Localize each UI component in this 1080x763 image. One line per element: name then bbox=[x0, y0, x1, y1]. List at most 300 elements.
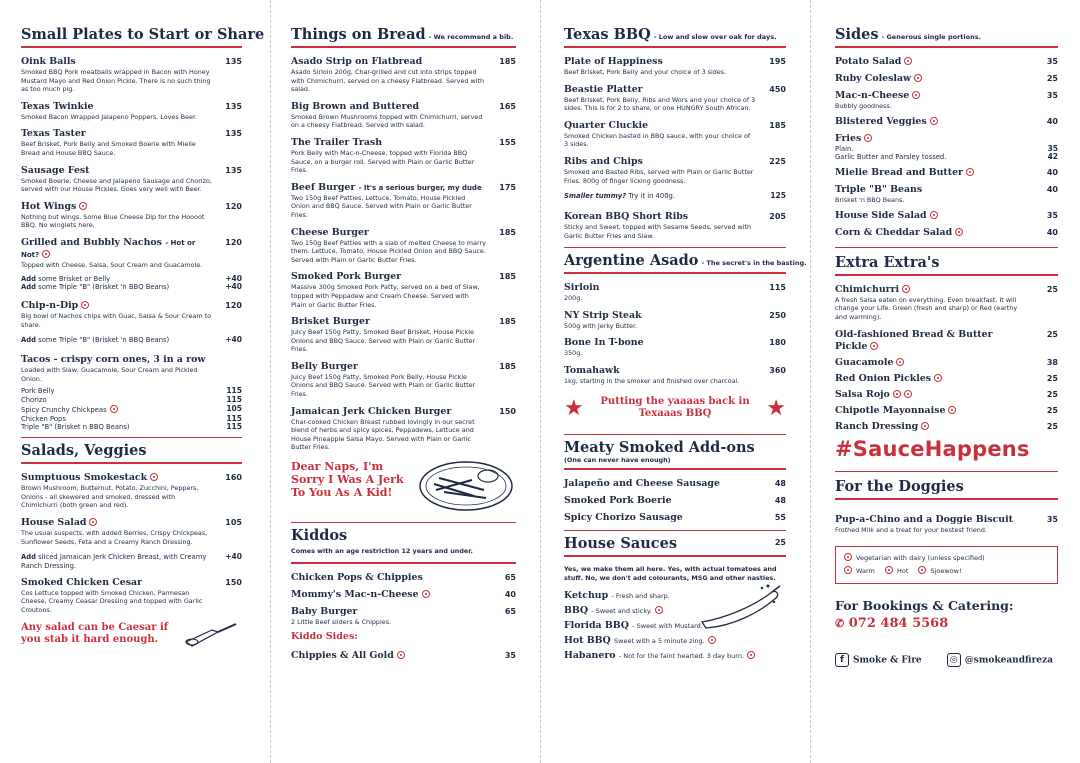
item-name: Big Brown and Buttered bbox=[291, 100, 420, 112]
item-name-text: House Salad bbox=[21, 517, 87, 529]
menu-item bbox=[21, 300, 242, 329]
item-name-text: Old-fashioned Bread & Butter Pickle bbox=[835, 328, 993, 352]
section-rule bbox=[21, 462, 242, 464]
vegetarian-icon bbox=[934, 374, 942, 382]
section-rule bbox=[564, 272, 786, 274]
item-price: 40 bbox=[1046, 227, 1058, 237]
item-price: 150 bbox=[499, 406, 516, 416]
item-price: 40 bbox=[1046, 185, 1058, 195]
legend-warm: Warm bbox=[856, 567, 875, 576]
menu-item bbox=[21, 101, 242, 122]
vegetarian-icon bbox=[870, 342, 878, 350]
item-price: 165 bbox=[499, 101, 516, 111]
item-name bbox=[21, 517, 242, 529]
menu-item bbox=[835, 357, 1058, 369]
item-desc: 200g. bbox=[564, 294, 583, 303]
item-price: 35 bbox=[1046, 91, 1058, 100]
addon-price: +40 bbox=[225, 273, 242, 283]
instagram-handle[interactable]: @smokeandfireza bbox=[964, 655, 1053, 666]
item-name: Jalapeño and Cheese Sausage bbox=[564, 478, 720, 490]
item-price: 55 bbox=[774, 513, 786, 523]
section-rule bbox=[835, 498, 1058, 500]
sauce-list bbox=[564, 590, 786, 662]
item-desc: 500g with Jerky Butter. bbox=[564, 321, 638, 330]
vegetarian-icon bbox=[89, 518, 97, 526]
legend-row bbox=[844, 552, 1049, 565]
sauce-name: BBQ bbox=[564, 605, 589, 617]
section-rule bbox=[291, 46, 516, 48]
item-name-text: Blistered Veggies bbox=[835, 115, 927, 127]
item-desc: Smoked and Basted Ribs, served with Plain or Garlic Butter Fries. 800g of finger licking goodness. bbox=[564, 167, 754, 185]
menu-item bbox=[21, 517, 242, 546]
fries-illustration bbox=[414, 454, 514, 516]
item-name: Cheese Burger bbox=[291, 226, 369, 238]
menu-item bbox=[291, 137, 516, 175]
menu-item bbox=[564, 56, 786, 77]
legend-hot: Hot bbox=[896, 567, 909, 576]
column-2 bbox=[270, 0, 540, 763]
item-name: Oink Balls bbox=[21, 56, 76, 67]
menu-item bbox=[835, 389, 1058, 401]
menu-item bbox=[291, 227, 516, 265]
section-rule bbox=[291, 522, 516, 523]
sauces-header bbox=[564, 535, 786, 552]
taco-option bbox=[21, 387, 242, 396]
item-desc: Massive 300g Smoked Pork Patty, served on a bed of Slaw, topped with Peppadew and Cream Cheese. Served with Plain or Garlic Butter Fries. bbox=[291, 283, 480, 309]
vegetarian-icon bbox=[864, 134, 872, 142]
menu-item bbox=[564, 211, 786, 240]
menu-item bbox=[21, 237, 242, 270]
item-desc: Beef Brisket, Pork Belly and Smoked Boerie with Mielie Bread and House BBQ Sauce. bbox=[21, 140, 196, 157]
menu-item bbox=[564, 156, 786, 185]
menu-item bbox=[564, 478, 786, 490]
taco-option bbox=[21, 423, 242, 432]
menu-item bbox=[835, 373, 1058, 385]
section-title-small-plates: Small Plates to Start or Share bbox=[21, 26, 265, 43]
item-price: 180 bbox=[769, 338, 786, 348]
item-name: Texas Taster bbox=[21, 128, 86, 140]
chilli-illustration bbox=[696, 582, 786, 632]
vegetarian-icon bbox=[914, 74, 922, 82]
item-price: 135 bbox=[225, 57, 242, 66]
column-1 bbox=[0, 0, 270, 763]
taco-option-name: Pork Belly bbox=[21, 387, 55, 396]
item-name: Beastie Platter bbox=[564, 83, 643, 95]
section-title-texas bbox=[564, 26, 786, 43]
menu-item bbox=[564, 365, 786, 386]
item-desc: Smoked Boerie, Cheese and Jalapeno Sausage and Chorizo, served with our House Pickles. Goes very well with Beer. bbox=[21, 176, 212, 194]
section-rule bbox=[564, 434, 786, 435]
item-price: 250 bbox=[769, 310, 786, 320]
item-name: Baby Burger bbox=[291, 605, 358, 617]
menu-item bbox=[835, 116, 1058, 128]
warm-icon bbox=[844, 566, 852, 574]
item-name bbox=[835, 405, 1058, 417]
hot-icon bbox=[885, 566, 893, 574]
item-desc: Smoked BBQ Pork meatballs wrapped in Bacon with Honey Mustard Mayo and Red Onion Pickle. There is no such thing as too much pig. bbox=[21, 68, 211, 94]
taco-option-name: Chicken Pops bbox=[21, 414, 66, 423]
item-price: 40 bbox=[1046, 116, 1058, 126]
addon-row bbox=[21, 283, 242, 292]
menu-item bbox=[564, 84, 786, 113]
item-name-text: Chimichurri bbox=[835, 283, 900, 295]
item-desc: Asado Sirloin 200g, Char-grilled and cut into strips topped with Chimichurri, served on a cheesy Flatbread. Served with salad. bbox=[291, 68, 485, 94]
facebook-name[interactable]: Smoke & Fire bbox=[853, 655, 922, 666]
item-price: 205 bbox=[769, 211, 786, 221]
section-title-addons: Meaty Smoked Add-ons bbox=[564, 438, 755, 456]
menu-item bbox=[835, 56, 1058, 68]
item-price: 65 bbox=[504, 606, 516, 616]
menu-item bbox=[21, 201, 242, 230]
item-price: 150 bbox=[225, 577, 242, 587]
item-name bbox=[835, 73, 1058, 85]
item-price: 185 bbox=[499, 361, 516, 371]
fries-option-name: Garlic Butter and Parsley tossed. bbox=[835, 153, 947, 162]
item-price: 40 bbox=[504, 589, 516, 599]
item-name-text: House Side Salad bbox=[835, 209, 927, 221]
addon-text: some Triple "B" (Brisket 'n BBQ Beans) bbox=[38, 283, 170, 292]
item-desc: Loaded with Slaw, Guacamole, Sour Cream and Pickled Onion. bbox=[21, 366, 198, 383]
item-price: 65 bbox=[504, 572, 516, 582]
fries-option bbox=[835, 145, 1058, 154]
item-price: 25 bbox=[1046, 373, 1058, 383]
section-rule bbox=[21, 46, 242, 48]
addon-text: some Brisket or Belly bbox=[38, 274, 111, 283]
item-price: 35 bbox=[1046, 210, 1058, 220]
item-name bbox=[21, 237, 242, 261]
item-name bbox=[835, 421, 1058, 433]
smaller-tummy-row bbox=[564, 192, 786, 201]
menu-item bbox=[291, 101, 516, 130]
item-desc: 1kg, starting in the smoker and finished over charcoal. bbox=[564, 376, 740, 385]
fries-option-price: 35 bbox=[1047, 143, 1058, 153]
taco-option-price: 115 bbox=[226, 422, 242, 432]
item-name: Spicy Chorizo Sausage bbox=[564, 512, 683, 524]
item-name-text: Mac-n-Cheese bbox=[835, 90, 910, 101]
item-price: 25 bbox=[1046, 405, 1058, 415]
sauce-sub: - Not for the faint hearted. 3 day burn. bbox=[618, 652, 745, 661]
menu-item bbox=[291, 589, 516, 601]
item-name bbox=[835, 167, 1058, 179]
item-price: 225 bbox=[769, 156, 786, 166]
item-price: 175 bbox=[499, 182, 516, 192]
section-title-sides bbox=[835, 26, 1058, 43]
menu-item bbox=[835, 405, 1058, 417]
banner bbox=[564, 394, 786, 428]
item-desc: Juicy Beef 150g Patty, Smoked Beef Brisket, House Pickle Onions and BBQ Sauce. Served with Plain or Garlic Butter Fries. bbox=[291, 328, 476, 354]
hot-icon bbox=[904, 390, 912, 398]
menu-item bbox=[564, 120, 786, 149]
menu-item bbox=[291, 316, 516, 354]
smaller-text: Try it in 400g. bbox=[628, 192, 676, 201]
item-desc: Char-cooked Chicken Breast rubbed lovingly in our secret blend of herbs and spicy spices, Peppadews, Lettuce and House Pineapple Salsa Mayo. Served with Plain or Garlic Butter Fries. bbox=[291, 417, 475, 452]
section-rule bbox=[835, 274, 1058, 276]
item-name bbox=[21, 201, 242, 213]
item-desc: Smoked Chicken basted in BBQ sauce, with your choice of 3 sides. bbox=[564, 131, 751, 149]
item-name: The Trailer Trash bbox=[291, 136, 383, 148]
item-name-text: Grilled and Bubbly Nachos bbox=[21, 236, 162, 248]
item-desc: Topped with Cheese, Salsa, Sour Cream and Guacamole. bbox=[21, 260, 203, 269]
menu-item bbox=[291, 271, 516, 309]
knife-illustration bbox=[182, 620, 242, 650]
item-desc: Beef Brisket, Pork Belly and your choice of 3 sides. bbox=[564, 68, 727, 76]
item-name bbox=[21, 472, 242, 484]
item-price: 35 bbox=[1046, 57, 1058, 66]
item-price: 155 bbox=[499, 137, 516, 147]
item-price: 48 bbox=[774, 496, 786, 506]
vegetarian-icon bbox=[844, 553, 852, 561]
item-desc: Beef Brisket, Pork Belly, Ribs and Wors and your choice of 3 sides. This is for 2 to share, or one HUNGRY South African. bbox=[564, 95, 756, 113]
item-name bbox=[291, 650, 516, 662]
item-price: 195 bbox=[769, 57, 786, 66]
instagram-icon[interactable]: ◎ bbox=[947, 653, 961, 667]
vegetarian-icon bbox=[955, 228, 963, 236]
item-name-text: Red Onion Pickles bbox=[835, 372, 932, 384]
sauce-name: Florida BBQ bbox=[564, 620, 629, 632]
item-name-text: Sumptuous Smokestack bbox=[21, 472, 148, 484]
item-name: Sausage Fest bbox=[21, 164, 90, 176]
legend bbox=[835, 546, 1058, 584]
item-desc: Two 150g Beef Patties with a slab of melted Cheese to marry them. Lettuce, Tomato, House Pickled Onion and BBQ Sauce. Served with Plain or Garlic Butter Fries. bbox=[291, 238, 486, 264]
sauce-item bbox=[564, 635, 786, 647]
addon-label: Add bbox=[21, 283, 36, 292]
section-rule bbox=[564, 468, 786, 470]
item-name bbox=[835, 133, 1058, 145]
ad-block bbox=[291, 460, 516, 522]
hot-icon bbox=[79, 202, 87, 210]
item-name: Plate of Happiness bbox=[564, 56, 663, 67]
whatsapp-icon: ✆ bbox=[835, 617, 845, 631]
hashtag: #SauceHappens bbox=[835, 436, 1030, 461]
section-title-asado bbox=[564, 252, 807, 270]
item-desc: Pork Belly with Mac-n-Cheese, topped with Florida BBQ Sauce, on a burger roll. Served with Plain or Garlic Butter Fries. bbox=[291, 148, 475, 175]
item-price: 35 bbox=[504, 651, 516, 661]
sjoewow-icon bbox=[918, 566, 926, 574]
item-name-text: Guacamole bbox=[835, 356, 894, 368]
section-title-doggies: For the Doggies bbox=[835, 477, 964, 495]
item-price: 25 bbox=[1046, 284, 1058, 294]
item-name bbox=[835, 373, 1058, 385]
item-name bbox=[835, 210, 1058, 222]
taco-option-name: Triple "B" (Brisket n BBQ Beans) bbox=[21, 423, 130, 432]
item-desc: Brown Mushroom, Butternut, Potato, Zucchini, Peppers, Onions - all skewered and smoked, dressed with Chimichurri (both green and red). bbox=[21, 484, 199, 510]
menu-item bbox=[291, 606, 516, 627]
addon-text: some Triple "B" (Brisket 'n BBQ Beans) bbox=[38, 336, 170, 345]
item-name: Smoked Pork Burger bbox=[291, 271, 402, 283]
fries-option-price: 42 bbox=[1047, 152, 1058, 162]
item-price: 185 bbox=[769, 120, 786, 130]
item-name bbox=[835, 90, 1058, 102]
menu-item bbox=[291, 361, 516, 399]
section-title-text: Things on Bread bbox=[291, 26, 426, 43]
menu-item bbox=[564, 282, 786, 303]
menu-item bbox=[564, 337, 786, 358]
item-name: Tacos - crispy corn ones, 3 in a row bbox=[21, 354, 206, 366]
item-name: Brisket Burger bbox=[291, 316, 370, 328]
section-rule bbox=[835, 471, 1058, 472]
item-name-text: Ranch Dressing bbox=[835, 420, 919, 432]
addon-row bbox=[21, 336, 242, 345]
item-price: 185 bbox=[499, 317, 516, 327]
item-name bbox=[835, 56, 1058, 68]
taco-option bbox=[21, 415, 242, 424]
addon-price: +40 bbox=[225, 552, 242, 562]
menu-item bbox=[835, 73, 1058, 85]
item-name-text: Mommy's Mac-n-Cheese bbox=[291, 588, 419, 600]
item-price: 185 bbox=[499, 57, 516, 66]
vegetarian-icon bbox=[921, 422, 929, 430]
section-title-extras: Extra Extra's bbox=[835, 253, 940, 271]
vegetarian-icon bbox=[150, 473, 158, 481]
legend-sjoe: Sjoewow! bbox=[930, 567, 962, 576]
taco-option-name: Chorizo bbox=[21, 396, 47, 405]
section-note: - We recommend a bib. bbox=[428, 33, 514, 41]
addon-price: +40 bbox=[225, 335, 242, 345]
item-price: 25 bbox=[1046, 74, 1058, 83]
section-rule bbox=[564, 530, 786, 531]
item-price: 40 bbox=[1046, 168, 1058, 178]
kiddo-sides-label: Kiddo Sides: bbox=[291, 631, 358, 643]
sauces-price: 25 bbox=[774, 538, 786, 548]
vegetarian-icon bbox=[930, 211, 938, 219]
vegetarian-icon bbox=[397, 651, 405, 659]
smaller-label: Smaller tummy? bbox=[564, 192, 627, 201]
sauce-sub: Sweet with a 5 minute zing. bbox=[614, 637, 705, 646]
section-note: Comes with an age restriction 12 years and under. bbox=[291, 547, 473, 556]
sauces-desc: Yes, we make them all here. Yes, with actual tomatoes and stuff. No, we don't add colourants, MSG and other nasties. bbox=[564, 565, 777, 582]
item-name: Texas Twinkie bbox=[21, 100, 94, 112]
banner-text: Putting the yaaaas back in Texaaas BBQ bbox=[600, 395, 750, 419]
sauce-sub: - Sweet and sticky. bbox=[591, 607, 652, 616]
section-title-text: Sides bbox=[835, 26, 879, 43]
caesar-joke: Any salad can be Caesar if you stab it hard enough. bbox=[21, 621, 169, 645]
item-desc: Cos Lettuce topped with Smoked Chicken, Parmesan Cheese, Creamy Ceasar Dressing and topped with Garlic Croutons. bbox=[21, 588, 203, 615]
phone-row bbox=[835, 616, 1058, 631]
star-icon: ★ bbox=[564, 395, 584, 421]
item-price: 135 bbox=[225, 101, 242, 111]
column-3 bbox=[540, 0, 810, 763]
menu-item bbox=[835, 514, 1058, 535]
item-price: 120 bbox=[225, 201, 242, 211]
item-price: 450 bbox=[769, 84, 786, 94]
section-note: - The secret's in the basting. bbox=[701, 259, 807, 268]
item-name-text: Beef Burger bbox=[291, 181, 356, 193]
taco-option-price: 115 bbox=[226, 413, 242, 423]
item-name: Tomahawk bbox=[564, 364, 620, 376]
vegetarian-icon bbox=[896, 358, 904, 366]
item-name-text: Chippies & All Gold bbox=[291, 650, 394, 662]
item-desc: Smoked Brown Mushrooms topped with Chimichurri, served on a cheesy Flatbread. Served with salad. bbox=[291, 112, 483, 130]
item-name: NY Strip Steak bbox=[564, 309, 642, 321]
item-price: 120 bbox=[225, 301, 242, 311]
item-price: 25 bbox=[1046, 421, 1058, 431]
menu-item bbox=[291, 650, 516, 662]
item-desc: Smoked Bacon Wrapped Jalapeno Poppers. Loves Beer. bbox=[21, 112, 198, 121]
bookings-title: For Bookings & Catering: bbox=[835, 598, 1014, 614]
section-note: - Low and slow over oak for days. bbox=[653, 33, 777, 41]
fries-option bbox=[835, 153, 1058, 162]
social-row bbox=[835, 653, 1058, 667]
item-name: Asado Strip on Flatbread bbox=[291, 56, 423, 67]
sauce-name: Habanero bbox=[564, 650, 616, 662]
item-name-text: Hot Wings bbox=[21, 200, 77, 212]
warm-icon bbox=[655, 606, 663, 614]
item-name: Chicken Pops & Chippies bbox=[291, 571, 423, 583]
item-name bbox=[835, 284, 1058, 296]
facebook-icon[interactable]: f bbox=[835, 653, 849, 667]
vegetarian-icon bbox=[904, 57, 912, 65]
phone-number[interactable]: 072 484 5568 bbox=[848, 616, 949, 632]
item-price: 360 bbox=[769, 365, 786, 375]
item-desc: 350g. bbox=[564, 349, 583, 358]
item-price: 115 bbox=[769, 283, 786, 293]
item-name-text: Corn & Cheddar Salad bbox=[835, 226, 953, 238]
item-price: 25 bbox=[1046, 329, 1058, 339]
menu-item bbox=[21, 128, 242, 157]
item-name-text: Chip-n-Dip bbox=[21, 300, 79, 312]
item-price: 38 bbox=[1046, 357, 1058, 367]
item-name bbox=[21, 300, 242, 312]
item-name bbox=[835, 227, 1058, 239]
section-title-bread bbox=[291, 26, 516, 43]
item-name: Triple "B" Beans bbox=[835, 184, 923, 196]
section-title-text: Texas BBQ bbox=[564, 26, 651, 43]
menu-item-fries bbox=[835, 133, 1058, 163]
section-note: (One can never have enough) bbox=[564, 455, 671, 464]
section-title-kiddos: Kiddos bbox=[291, 527, 348, 545]
addon-label: Add bbox=[21, 553, 36, 562]
item-price: 185 bbox=[499, 227, 516, 237]
menu-item bbox=[564, 512, 786, 524]
item-name: Quarter Cluckie bbox=[564, 119, 649, 131]
item-name-text: Fries bbox=[835, 132, 862, 144]
menu-item bbox=[21, 165, 242, 194]
legend-row bbox=[844, 565, 1049, 578]
hot-icon bbox=[708, 636, 716, 644]
vegetarian-icon bbox=[966, 168, 974, 176]
vegetarian-icon bbox=[930, 117, 938, 125]
section-rule bbox=[835, 247, 1058, 248]
item-price: 25 bbox=[1046, 389, 1058, 399]
menu-item bbox=[835, 284, 1058, 322]
menu-item bbox=[291, 406, 516, 452]
vegetarian-icon bbox=[948, 406, 956, 414]
section-rule bbox=[564, 555, 786, 557]
sauce-name: Hot BBQ bbox=[564, 635, 611, 647]
item-price: 160 bbox=[225, 473, 242, 483]
addon-label: Add bbox=[21, 274, 36, 283]
addon-price: +40 bbox=[225, 282, 242, 292]
item-name bbox=[291, 182, 516, 194]
menu-item bbox=[21, 577, 242, 615]
item-price: 48 bbox=[774, 479, 786, 489]
item-desc: A fresh Salsa eaten on everything. Even breakfast. It will change your Life. Green (fresh and sharp) or Red (earthy and warming). bbox=[835, 295, 1018, 321]
vegetarian-icon bbox=[422, 590, 430, 598]
vegetarian-icon bbox=[912, 91, 920, 99]
menu-item bbox=[291, 182, 516, 220]
item-name-text: Salsa Rojo bbox=[835, 388, 890, 400]
section-rule bbox=[835, 46, 1058, 48]
item-desc: Frothed Milk and a treat for your bestest friend. bbox=[835, 525, 987, 534]
item-name bbox=[291, 589, 516, 601]
sauce-name: Ketchup bbox=[564, 590, 609, 602]
item-name: Belly Burger bbox=[291, 360, 358, 372]
menu-item bbox=[835, 167, 1058, 179]
sauce-item bbox=[564, 650, 786, 662]
menu-item bbox=[835, 421, 1058, 433]
item-name: Pup-a-Chino and a Doggie Biscuit bbox=[835, 513, 1013, 525]
item-sub: - Hot or Not? bbox=[21, 238, 196, 259]
